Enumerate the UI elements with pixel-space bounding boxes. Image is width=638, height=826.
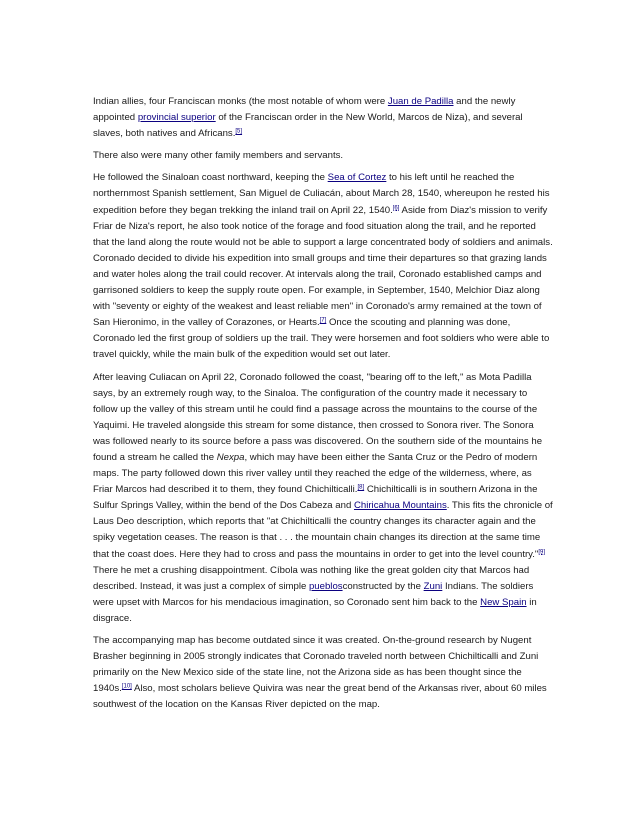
citation-link-6[interactable]: [6] xyxy=(392,205,400,212)
text: constructed by the xyxy=(342,580,424,592)
text: of the Franciscan order in the New World, Marcos de Niza), and several slaves, both natives and Africans. xyxy=(93,112,523,140)
link-sea-of-cortez[interactable]: Sea of Cortez xyxy=(327,172,387,184)
text: in disgrace. xyxy=(93,596,537,624)
citation-link-7[interactable]: [7] xyxy=(319,317,327,324)
link-zuni[interactable]: Zuni xyxy=(423,580,443,592)
paragraph-expedition-members xyxy=(93,94,553,142)
citation-link-5[interactable]: [5] xyxy=(235,128,243,135)
text: There also were many other family members and servants. xyxy=(93,150,344,162)
text: Chichilticalli is in southern Arizona in the Sulfur Springs Valley, within the bend of the Dos Cabeza and xyxy=(93,484,538,512)
link-juan-de-padilla[interactable]: Juan de Padilla xyxy=(387,96,454,107)
citation-link-9[interactable]: [9] xyxy=(538,549,546,556)
text: , which may have been either the Santa Cruz or the Pedro of modern maps. The party followed down this river valley until they reached the edge of the wilderness, where, as Friar Marcos had described it to them, they found Chichilticalli. xyxy=(93,451,538,496)
text: Also, most scholars believe Quivira was near the great bend of the Arkansas river, about 60 miles southwest of the location on the Kansas River depicted on the map. xyxy=(93,683,547,711)
paragraph-leaving-culiacan xyxy=(93,370,553,628)
paragraph-family-members xyxy=(93,148,553,164)
citation-5 xyxy=(235,129,242,135)
citation-link-10[interactable]: [10] xyxy=(121,683,132,690)
paragraph-map-outdated xyxy=(93,633,553,713)
text: Indian allies, four Franciscan monks (the most notable of whom were xyxy=(93,96,388,107)
text: to his left until he reached the northernmost Spanish settlement, San Miguel de Culiacán, about March 28, 1540, whereupon he rested his expedition before they began trekking the inland trail on April 22, 1540. xyxy=(93,172,550,216)
link-provincial-superior[interactable]: provincial superior xyxy=(137,112,216,124)
text: After leaving Culiacan on April 22, Coronado followed the coast, "bearing off to the left," as Mota Padilla says, by an extremely rough way, to the Sinaloa. The configuration of the country made it necessary to follow up the valley of this stream until he could find a passage across the mountains to the course of the Yaquimi. He traveled alongside this stream for some distance, then crossed to Sonora river. The Sonora was followed nearly to its source before a pass was discovered. On the southern side of the mountains he found a stream he called the xyxy=(93,371,543,463)
text: The accompanying map has become outdated since it was created. On-the-ground research by Nugent Brasher beginning in 2005 strongly indicates that Coronado traveled north between Chichilticalli and Zuni primarily on the New Mexico side of the state line, not the Arizona side as has been thought since the 1940s. xyxy=(93,635,539,695)
link-pueblos[interactable]: pueblos xyxy=(308,580,343,592)
emphasis-nexpa: Nexpa xyxy=(216,451,245,463)
citation-link-8[interactable]: [8] xyxy=(357,484,365,491)
text: Once the scouting and planning was done, Coronado led the first group of soldiers up the trail. They were horsemen and foot soldiers who were able to travel quickly, while the main bulk of the expedition would set out later. xyxy=(93,317,550,361)
text: He followed the Sinaloan coast northward, keeping the xyxy=(93,172,328,184)
text: Aside from Diaz's mission to verify Friar de Niza's report, he also took notice of the forage and food situation along the trail, and he reported that the land along the route would not be able to support a large concentrated body of soldiers and animals. Coronado decided to divide his expedition into small groups and time their departures so that grazing lands and water holes along the trail could recover. At intervals along the trail, Coronado established camps and garrisoned soldiers to keep the supply route open. For example, in September, 1540, Melchior Diaz along with "seventy or eighty of the weakest and least reliable men" in Coronado's army remained at the town of San Hieronimo, in the valley of Corazones, or Hearts. xyxy=(93,204,553,329)
text: Indians. The soldiers were upset with Marcos for his mendacious imagination, so Coronado sent him back to the xyxy=(93,580,534,608)
text: There he met a crushing disappointment. Cíbola was nothing like the great golden city that Marcos had described. Instead, it was just a complex of simple xyxy=(93,564,530,592)
citation-10 xyxy=(122,684,132,690)
link-new-spain[interactable]: New Spain xyxy=(480,596,527,608)
citation-9 xyxy=(538,549,545,555)
text: . This fits the chronicle of Laus Deo description, which reports that "at Chichilticalli the country changes its character again and the spiky vegetation ceases. The reason is that . . . the mountain chain changes its direction at the same time that the coast does. Here they had to cross and pass the mountains in order to get into the level country." xyxy=(93,500,553,560)
paragraph-route-north xyxy=(93,170,553,363)
link-chiricahua-mountains[interactable]: Chiricahua Mountains xyxy=(353,500,447,512)
text: and the newly appointed xyxy=(93,96,516,124)
article-body xyxy=(93,94,553,719)
